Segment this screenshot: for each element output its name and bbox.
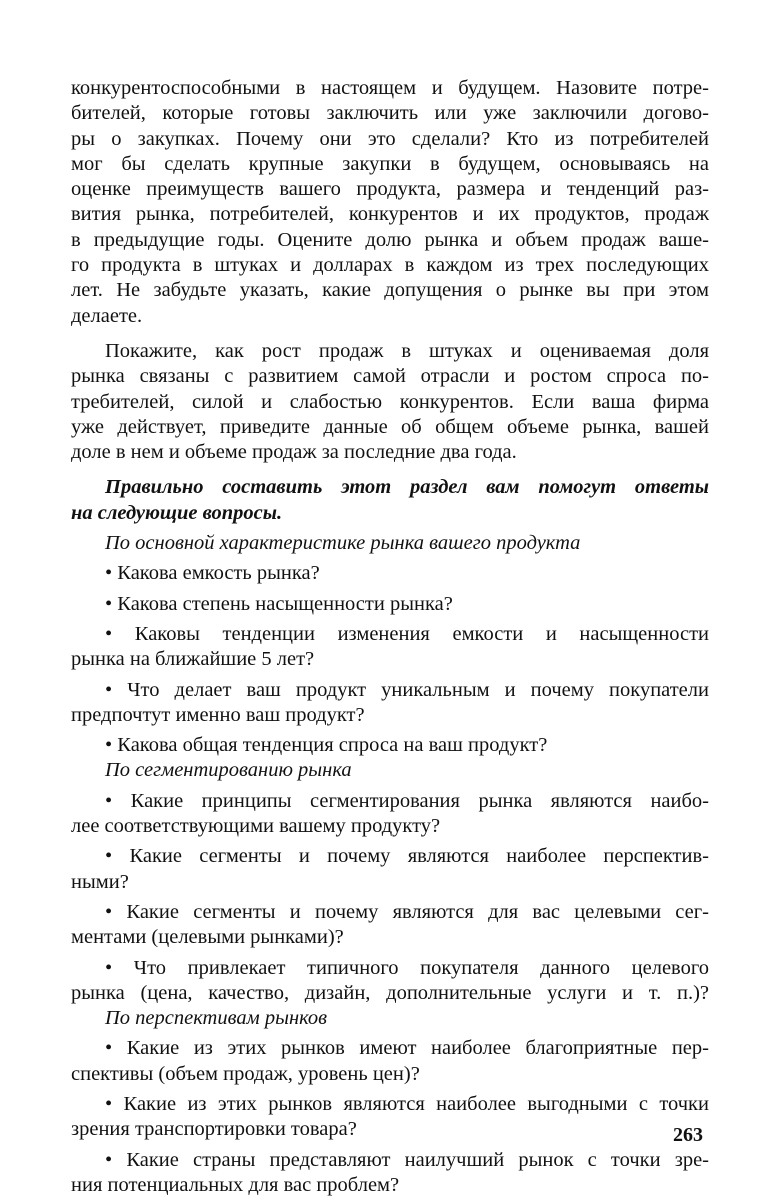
- text-line: Покажите, как рост продаж в штуках и оцениваемая доля: [105, 339, 709, 362]
- list-item: [71, 789, 709, 840]
- text-line: • Каковы тенденции изменения емкости и насыщенности: [105, 622, 709, 645]
- text-line: Правильно составить этот раздел вам помогут ответы: [105, 476, 709, 499]
- list-item: [71, 733, 709, 758]
- list-item: [71, 561, 709, 586]
- list-item: [71, 1148, 709, 1198]
- text-line: в предыдущие годы. Оцените долю рынка и объем продаж ваше-: [71, 228, 709, 251]
- list-item: [71, 900, 709, 951]
- text-line: • Какова емкость рынка?: [105, 562, 320, 585]
- text-line: доле в нем и объеме продаж за последние два года.: [71, 441, 517, 464]
- text-line: • Какова общая тенденция спроса на ваш продукт?: [105, 734, 548, 757]
- text-line: рынка связаны с развитием самой отрасли и ростом спроса по-: [71, 365, 709, 388]
- text-line: предпочтут именно ваш продукт?: [71, 703, 365, 726]
- list-item: [71, 592, 709, 617]
- page-body: [71, 76, 709, 1198]
- text-line: лее соответствующими вашему продукту?: [71, 815, 441, 838]
- text-line: • Какие принципы сегментирования рынка являются наибо-: [105, 789, 709, 812]
- text-line: ния потенциальных для вас проблем?: [71, 1173, 400, 1196]
- text-line: • Какие сегменты и почему являются наиболее перспектив-: [105, 845, 709, 868]
- text-line: го продукта в штуках и долларах в каждом из трех последующих: [71, 254, 709, 277]
- text-line: бителей, которые готовы заключить или уже заключили догово-: [71, 102, 709, 125]
- section-title-market-prospects: По перспективам рынков: [105, 1007, 328, 1030]
- text-line: на следующие вопросы.: [71, 501, 283, 524]
- list-item: [71, 1036, 709, 1087]
- text-line: ментами (целевыми рынками)?: [71, 926, 344, 949]
- text-line: • Что привлекает типичного покупателя данного целевого: [105, 956, 709, 979]
- text-line: ры о закупках. Почему они это сделали? Кто из потребителей: [71, 127, 709, 150]
- text-line: • Какие из этих рынков являются наиболее выгодными с точки: [105, 1092, 709, 1115]
- paragraph-sales-growth: [71, 339, 709, 465]
- text-line: • Какова степень насыщенности рынка?: [105, 592, 453, 615]
- list-item: [71, 622, 709, 673]
- text-line: оценке преимуществ вашего продукта, размера и тенденций раз-: [71, 178, 709, 201]
- text-line: мог бы сделать крупные закупки в будущем, основываясь на: [71, 152, 709, 175]
- text-line: конкурентоспособными в настоящем и будущем. Назовите потре-: [71, 77, 709, 99]
- section-title-market-characteristics: По основной характеристике рынка вашего продукта: [105, 532, 581, 555]
- text-line: • Какие страны представляют наилучший рынок с точки зре-: [105, 1148, 709, 1171]
- text-line: лет. Не забудьте указать, какие допущения о рынке вы при этом: [71, 279, 709, 302]
- list-item: [71, 1092, 709, 1143]
- text-line: зрения транспортировки товара?: [71, 1118, 357, 1141]
- text-line: рынка на ближайшие 5 лет?: [71, 648, 315, 671]
- text-line: уже действует, приведите данные об общем объеме рынка, вашей: [71, 415, 709, 438]
- text-line: • Какие сегменты и почему являются для вас целевыми сег-: [105, 900, 709, 923]
- list-item: [71, 956, 709, 1007]
- text-line: • Какие из этих рынков имеют наиболее благоприятные пер-: [105, 1037, 709, 1060]
- text-line: вития рынка, потребителей, конкурентов и их продуктов, продаж: [71, 203, 709, 226]
- text-line: делаете.: [71, 304, 143, 327]
- text-line: спективы (объем продаж, уровень цен)?: [71, 1062, 420, 1085]
- paragraph-market-forecast: [71, 76, 709, 329]
- list-item: [71, 678, 709, 729]
- questions-intro: [71, 475, 709, 526]
- list-item: [71, 844, 709, 895]
- section-title-segmentation: По сегментированию рынка: [105, 759, 352, 782]
- text-line: требителей, силой и слабостью конкурентов. Если ваша фирма: [71, 390, 709, 413]
- page-number: 263: [673, 1124, 703, 1146]
- text-line: • Что делает ваш продукт уникальным и почему покупатели: [105, 678, 709, 701]
- text-line: ными?: [71, 870, 129, 893]
- text-line: рынка (цена, качество, дизайн, дополнительные услуги и т. п.)?: [71, 981, 709, 1004]
